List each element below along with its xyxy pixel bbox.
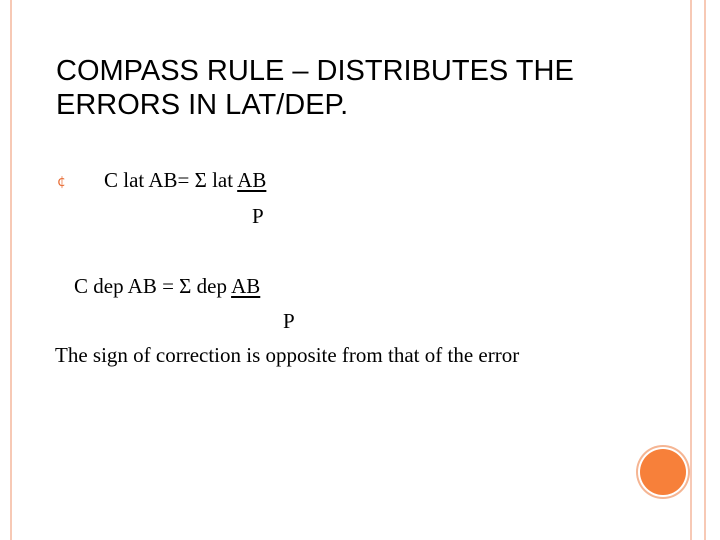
left-border-line (10, 0, 12, 540)
right-border-line-outer (704, 0, 706, 540)
title-line-1: COMPASS RULE – DISTRIBUTES THE (56, 55, 574, 87)
right-border-line (690, 0, 692, 540)
lat-equation (104, 168, 266, 193)
title-line-2: ERRORS IN LAT/DEP. (56, 89, 349, 121)
bullet-icon: ¢ (57, 174, 66, 190)
dep-equation-denominator: P (283, 309, 295, 333)
dep-equation-numerator: AB (231, 274, 261, 298)
lat-equation-denominator: P (252, 204, 264, 228)
decorative-orange-circle (640, 449, 686, 495)
correction-sign-note: The sign of correction is opposite from that of the error (55, 343, 520, 367)
lat-equation-left: C lat AB= Σ lat (104, 168, 238, 192)
lat-equation-numerator: AB (237, 168, 267, 192)
slide-title (56, 54, 676, 122)
dep-equation (74, 274, 260, 299)
dep-equation-left: C dep AB = Σ dep (74, 274, 232, 298)
